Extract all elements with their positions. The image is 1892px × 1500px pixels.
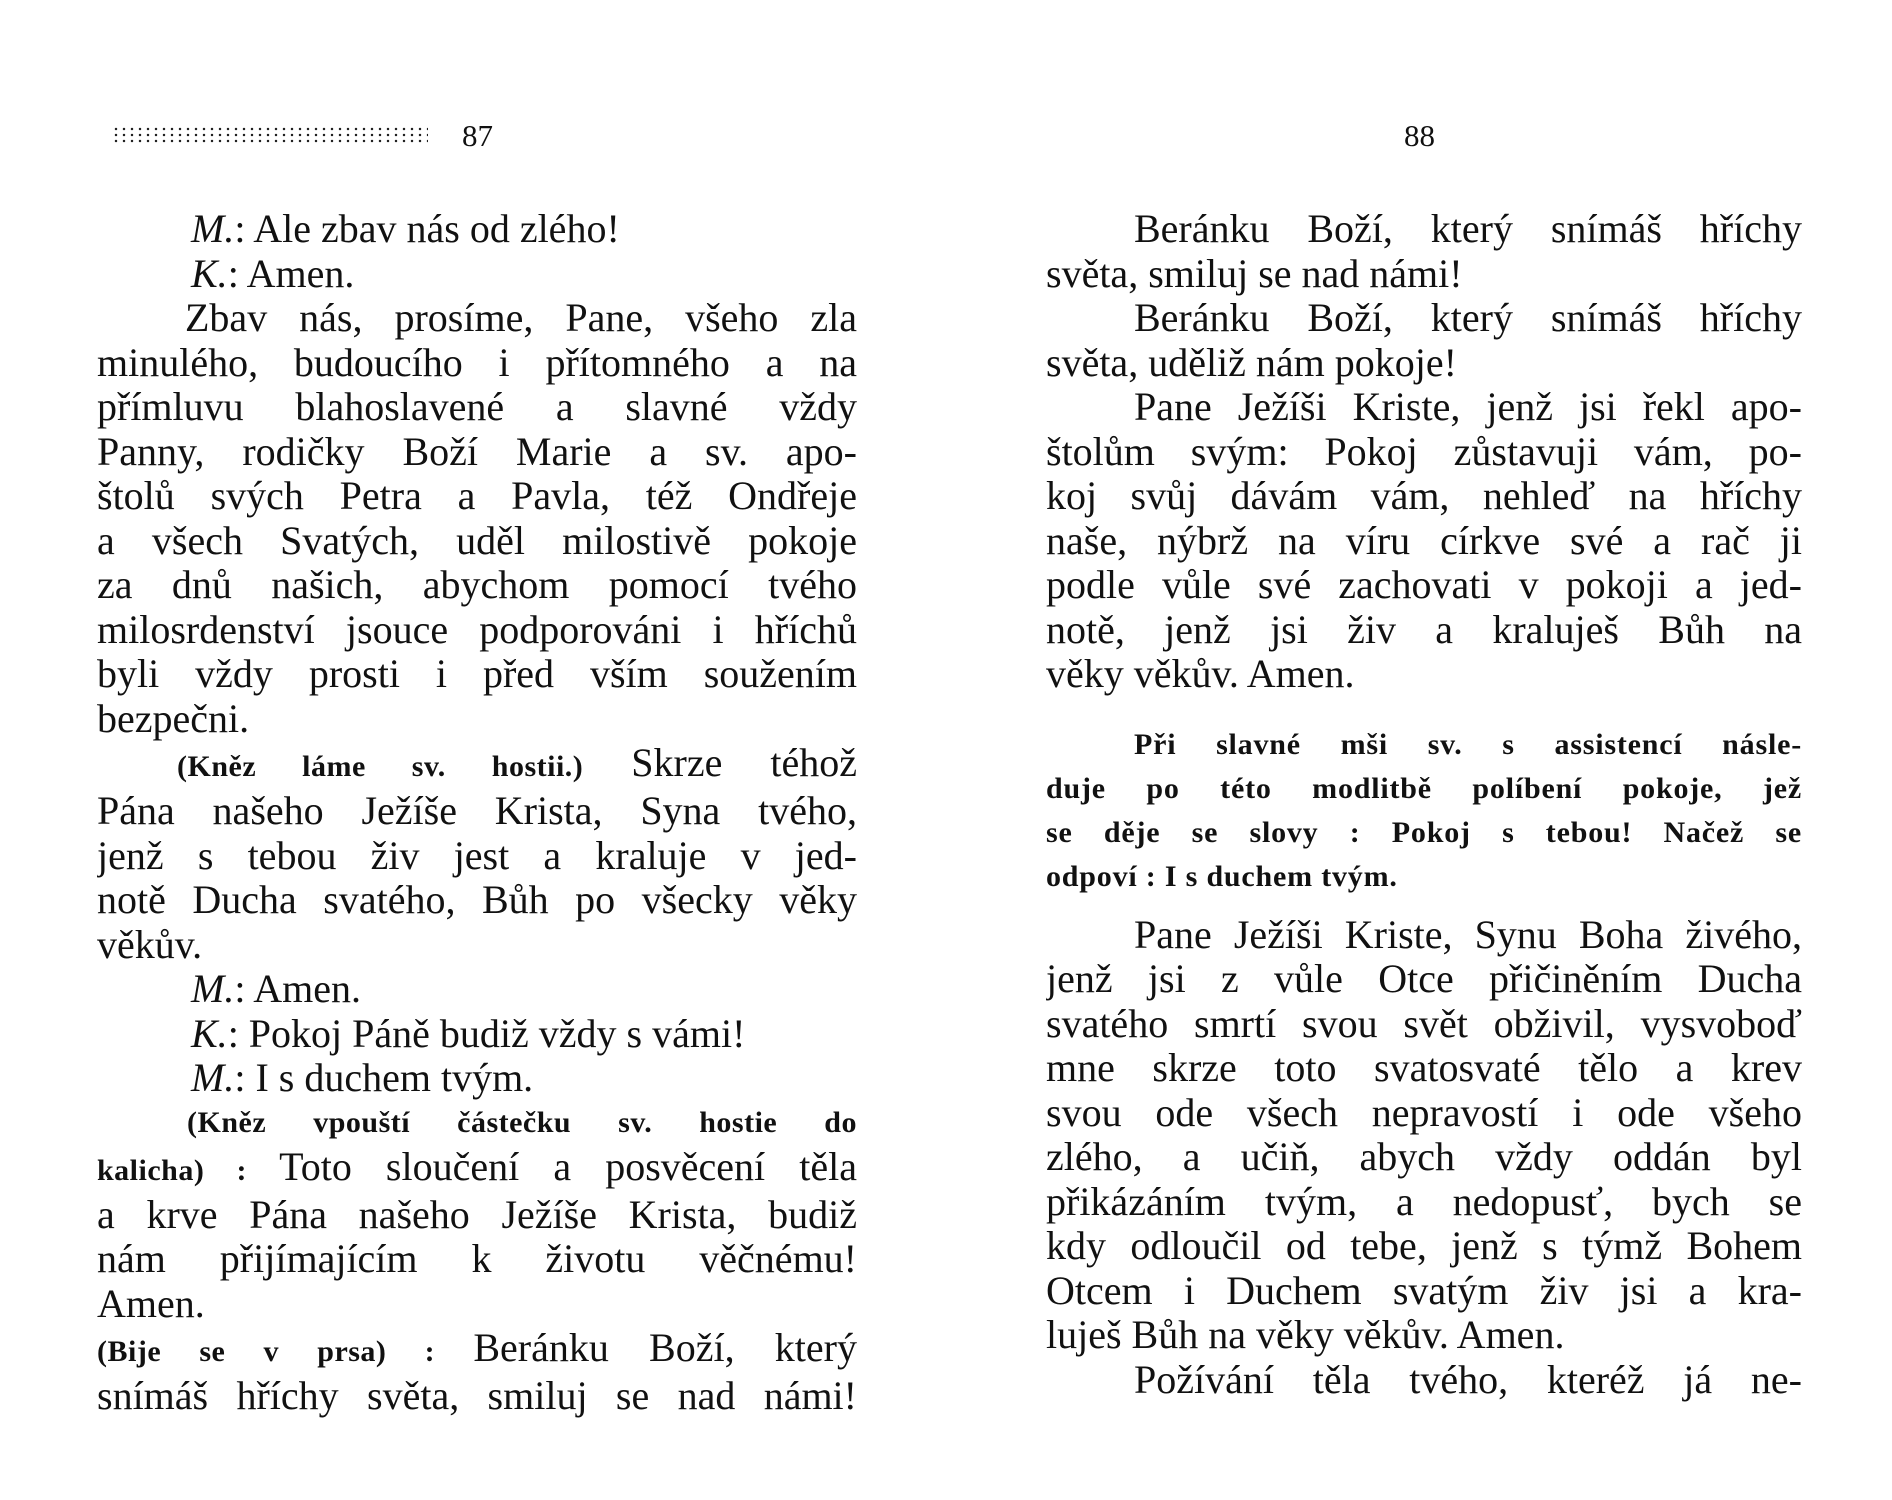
prayer-line: Zbav nás, prosíme, Pane, všeho zla <box>185 296 857 340</box>
prayer-line: za dnů našich, abychom pomocí tvého <box>97 563 857 607</box>
prayer-line: svatého smrtí svou svět obživil, vysvoboď <box>1046 1001 1802 1046</box>
prayer-line: bezpečni. <box>97 696 250 741</box>
rubric-line: se děje se slovy : Pokoj s tebou! Načež se <box>1046 815 1802 849</box>
prayer-line: světa, smiluj se nad námi! <box>1046 251 1463 296</box>
prayer-line: Beránku Boží, který snímáš hříchy <box>1134 207 1802 251</box>
prayer-line: jenž s tebou živ jest a kraluje v jed- <box>97 833 857 878</box>
response-line: M.: I s duchem tvým. <box>191 1056 534 1100</box>
prayer-line: (Bije se v prsa) : Beránku Boží, který <box>97 1326 857 1370</box>
rubric: kalicha) : <box>97 1153 280 1187</box>
prayer-line: Otcem i Duchem svatým živ jsi a kra- <box>1046 1268 1802 1313</box>
response-line: M.: Ale zbav nás od zlého! <box>191 207 620 251</box>
left-page-text <box>97 207 857 1419</box>
prayer-line: věky věkův. Amen. <box>1046 652 1355 696</box>
rubric-line: odpoví : I s duchem tvým. <box>1046 859 1398 893</box>
prayer-line: Amen. <box>97 1281 205 1326</box>
prayer-line: naše, nýbrž na víru církve své a rač ji <box>1046 518 1802 563</box>
response-line: M.: Amen. <box>191 967 361 1011</box>
right-page <box>946 0 1892 1500</box>
prayer-line: Požívání těla tvého, kteréž já ne- <box>1134 1357 1802 1402</box>
prayer-line: podle vůle své zachovati v pokoji a jed- <box>1046 563 1802 607</box>
prayer-line: štolům svým: Pokoj zůstavuji vám, po- <box>1046 429 1802 474</box>
rubric: (Kněz vpouští částečku sv. hostie do <box>187 1105 857 1139</box>
response-line: K.: Amen. <box>191 251 355 296</box>
rubric: (Kněz láme sv. hostii.) <box>177 750 584 783</box>
prayer-line: koj svůj dávám vám, nehleď na hříchy <box>1046 474 1802 518</box>
prayer-line: přikázáním tvým, a nedopusť, bych se <box>1046 1179 1802 1224</box>
rubric: (Bije se v prsa) : <box>97 1335 474 1368</box>
prayer-line: světa, uděliž nám pokoje! <box>1046 340 1457 385</box>
prayer-line: mne skrze toto svatosvaté tělo a krev <box>1046 1046 1802 1090</box>
prayer-line: jenž jsi z vůle Otce přičiněním Ducha <box>1046 957 1802 1001</box>
prayer-line: notě Ducha svatého, Bůh po všecky věky <box>97 878 857 922</box>
prayer-line: a krve Pána našeho Ježíše Krista, budiž <box>97 1192 857 1237</box>
prayer-line: minulého, budoucího i přítomného a na <box>97 340 857 385</box>
prayer-line: Beránku Boží, který snímáš hříchy <box>1134 296 1802 340</box>
prayer-line: luješ Bůh na věky věkův. Amen. <box>1046 1313 1565 1357</box>
prayer-line: Panny, rodičky Boží Marie a sv. apo- <box>97 429 857 474</box>
prayer-line: milosrdenství jsouce podporováni i hříchů <box>97 607 857 652</box>
rubric-line: duje po této modlitbě políbení pokoje, jež <box>1046 771 1802 805</box>
prayer-line: kdy odloučil od tebe, jenž s týmž Bohem <box>1046 1224 1802 1268</box>
prayer-line: štolů svých Petra a Pavla, též Ondřeje <box>97 474 857 518</box>
prayer-line: notě, jenž jsi živ a kraluješ Bůh na <box>1046 607 1802 652</box>
prayer-line: snímáš hříchy světa, smiluj se nad námi! <box>97 1374 857 1418</box>
prayer-line: Pane Ježíši Kriste, jenž jsi řekl apo- <box>1134 385 1802 429</box>
prayer-line: Pána našeho Ježíše Krista, Syna tvého, <box>97 789 857 833</box>
rubric-block <box>1046 723 1802 899</box>
right-page-text <box>1046 207 1802 1402</box>
prayer-line: přímluvu blahoslavené a slavné vždy <box>97 385 857 429</box>
prayer-line: věkův. <box>97 922 203 967</box>
prayer-line: kalicha) : Toto sloučení a posvěcení těla <box>97 1144 857 1189</box>
page-number-left: 87 <box>462 118 493 153</box>
rubric-line: Při slavné mši sv. s assistencí násle- <box>1134 727 1802 761</box>
prayer-line: zlého, a učiň, abych vždy oddán byl <box>1046 1135 1802 1179</box>
page-number-right: 88 <box>1404 118 1435 153</box>
prayer-line: a všech Svatých, uděl milostivě pokoje <box>97 518 857 563</box>
response-line: K.: Pokoj Páně budiž vždy s vámi! <box>191 1011 746 1056</box>
prayer-line: byli vždy prosti i před vším soužením <box>97 652 857 696</box>
prayer-line: (Kněz láme sv. hostii.) Skrze téhož <box>177 741 857 785</box>
prayer-line: svou ode všech nepravostí i ode všeho <box>1046 1090 1802 1135</box>
prayer-line: nám přijímajícím k životu věčnému! <box>97 1237 857 1281</box>
prayer-line: Pane Ježíši Kriste, Synu Boha živého, <box>1134 912 1802 957</box>
header-ornament <box>112 126 428 144</box>
